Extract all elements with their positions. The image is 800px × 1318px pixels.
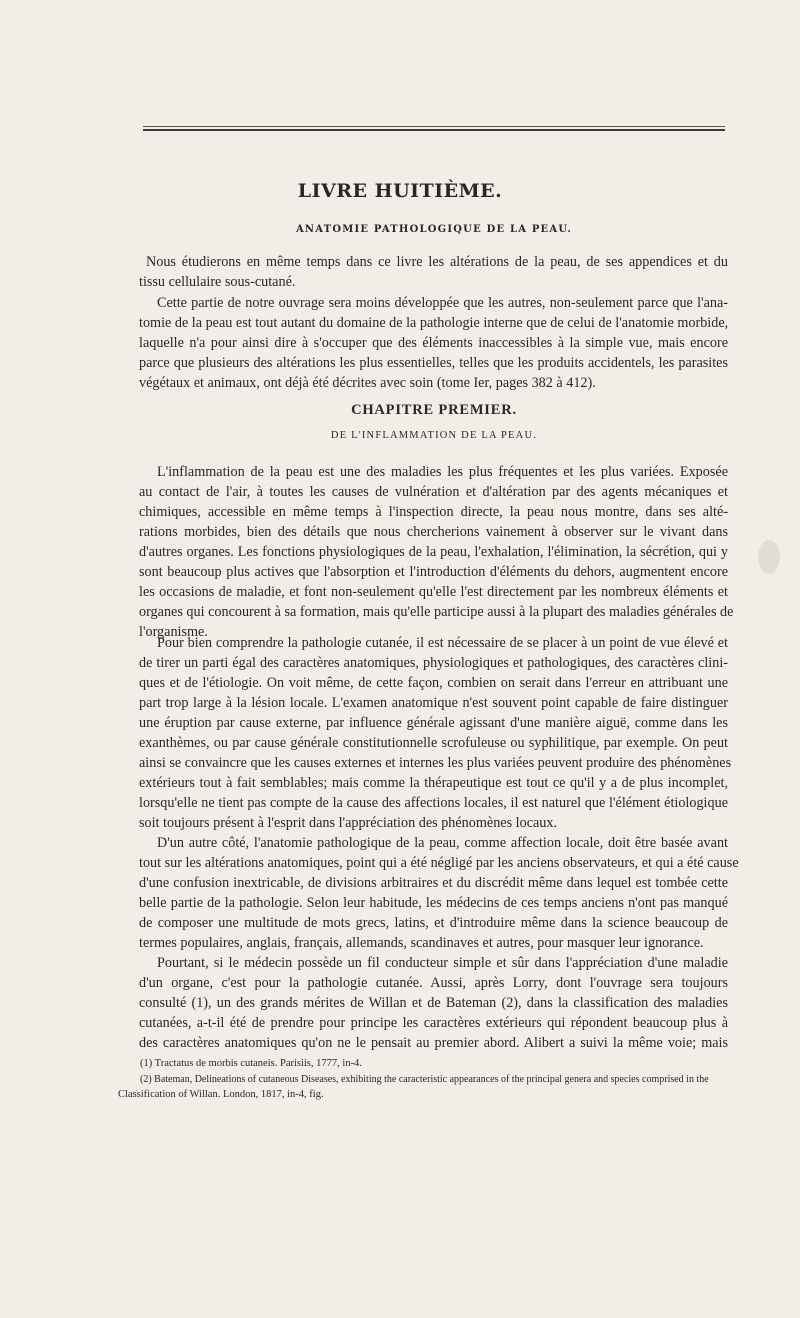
body-line: les occasions de maladie, et font non-seulement qu'elle l'est directement par les nombreux éléments et [139,584,728,600]
body-line: D'un autre côté, l'anatomie pathologique de la peau, comme affection locale, doit être basée avant [157,835,728,851]
intro-line: laquelle n'a pour ainsi dire à s'occuper que des éléments inaccessibles à la simple vue, mais encore [139,335,728,351]
body-line: une éruption par cause externe, par influence générale agissant d'une manière aiguë, comme dans les [139,715,728,731]
body-line: part trop large à la lésion locale. L'examen anatomique n'est souvent point capable de faire distinguer [139,695,728,711]
body-line: tout sur les altérations anatomiques, point qui a été négligé par les anciens observateurs, et qui a été cause [139,855,739,871]
body-line: lorsqu'elle ne tient pas compte de la cause des affections locales, il est naturel que l'élément étiologique [139,795,728,811]
body-line: d'autres organes. Les fonctions physiologiques de la peau, l'exhalation, l'élimination, la sécrétion, qui y [139,544,728,560]
book-title: LIVRE HUITIÈME. [297,180,503,202]
body-line: L'inflammation de la peau est une des maladies les plus fréquentes et les plus variées. Exposée [157,464,728,480]
body-line: des caractères anatomiques qu'on ne le pensait au premier abord. Alibert a suivi la même voie; mais [139,1035,728,1051]
body-line: belle partie de la pathologie. Selon leur habitude, les médecins de ces temps anciens n'ont pas manqué [139,895,728,911]
chapter-title: CHAPITRE PREMIER. [351,402,517,418]
footnote-2: (2) Bateman, Delineations of cutaneous Diseases, exhibiting the caracteristic appearances of the principal genera and species comprised in the [140,1074,709,1085]
body-line: cutanées, a-t-il été de prendre pour principe les caractères extérieurs qui répondent beaucoup plus à [139,1015,728,1031]
body-line: Pourtant, si le médecin possède un fil conducteur simple et sûr dans l'appréciation d'une maladie [157,955,728,971]
body-line: de composer une multitude de mots grecs, latins, et d'introduire même dans la science beaucoup de [139,915,728,931]
intro-line: tomie de la peau est tout autant du domaine de la pathologie interne que de celui de l'anatomie morbide, [139,315,729,331]
body-line: d'une confusion inextricable, de divisions arbitraires et du discrédit même dans lequel est tombée cette [139,875,728,891]
intro-line: parce que plusieurs des altérations les plus essentielles, telles que les produits accidentels, les parasites [139,355,728,371]
body-line: chimiques, accessible en même temps à l'inspection directe, la peau nous montre, dans ses alté- [139,504,728,520]
book-subtitle: ANATOMIE PATHOLOGIQUE DE LA PEAU. [295,224,573,235]
body-line: de tirer un parti égal des caractères anatomiques, physiologiques et pathologiques, des caractères clini- [139,655,728,671]
body-line: rations morbides, bien des détails que nous chercherions vainement à observer sur le vivant dans [139,524,728,540]
intro-line: Cette partie de notre ouvrage sera moins développée que les autres, non-seulement parce que l'ana- [157,295,728,311]
body-line: Pour bien comprendre la pathologie cutanée, il est nécessaire de se placer à un point de vue élevé et [157,635,728,651]
body-line: ainsi se convaincre que les causes externes et internes les plus variées peuvent produire des phénomènes [139,755,732,771]
intro-line: tissu cellulaire sous-cutané. [139,274,296,290]
top-rule-thick [143,129,725,131]
footnote-2-continued: Classification of Willan. London, 1817, in-4, fig. [118,1089,324,1100]
body-line: ques et de l'étiologie. On voit même, de cette façon, combien on serait dans l'erreur en attribuant une [139,675,728,691]
chapter-subtitle: DE L'INFLAMMATION DE LA PEAU. [330,430,538,441]
footnote-1: (1) Tractatus de morbis cutaneis. Parisiis, 1777, in-4. [140,1058,362,1069]
body-line: extérieurs tout à fait semblables; mais comme la thérapeutique est tout ce qu'il y a de plus incomplet, [139,775,728,791]
body-line: organes qui concourent à sa formation, mais qu'elle participe aussi à la plupart des maladies générales de [139,604,734,620]
body-line: soit toujours présent à l'esprit dans l'appréciation des phénomènes locaux. [139,815,558,831]
intro-line: Nous étudierons en même temps dans ce livre les altérations de la peau, de ses appendices et du [146,254,728,270]
body-line: consulté (1), un des grands mérites de Willan et de Bateman (2), dans la classification des maladies [139,995,728,1011]
body-line: l'organisme. [139,624,208,640]
intro-line: végétaux et animaux, ont déjà été décrites avec soin (tome Ier, pages 382 à 412). [139,375,596,391]
body-line: d'un organe, c'est pour la pathologie cutanée. Aussi, après Lorry, dont l'ouvrage sera toujours [139,975,728,991]
paper-stain [758,540,780,574]
body-line: au contact de l'air, à toutes les causes de vulnération et d'altération par des agents mécaniques et [139,484,728,500]
body-line: termes populaires, anglais, français, allemands, scandinaves et autres, pour masquer leur ignorance. [139,935,704,951]
top-rule-thin [143,126,725,127]
body-line: sont beaucoup plus actives que l'absorption et l'introduction d'éléments du dehors, augmentent encore [139,564,728,580]
body-line: exanthèmes, ou par cause générale constitutionnelle scrofuleuse ou syphilitique, par exemple. On peut [139,735,728,751]
